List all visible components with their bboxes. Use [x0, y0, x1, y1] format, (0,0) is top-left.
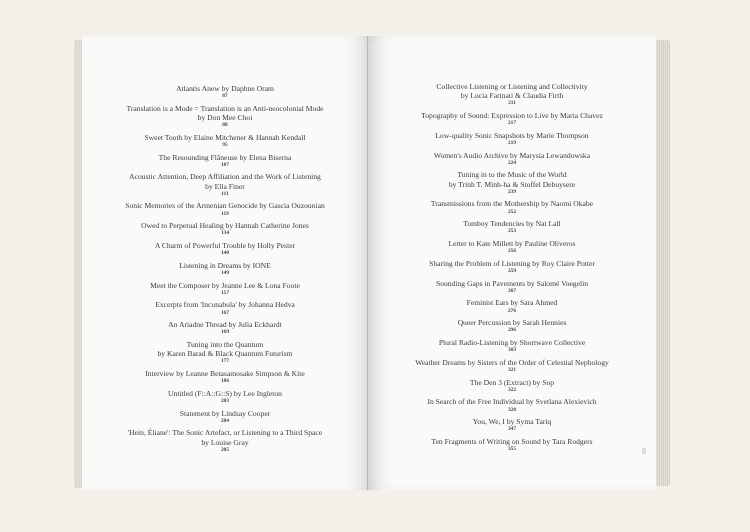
- book-gutter: [367, 36, 368, 490]
- entry-page-number: 119: [221, 210, 229, 217]
- entry-page-number: 140: [220, 250, 230, 257]
- entry-title: Low-quality Sonic Snapshots by Marie Thompson: [435, 130, 589, 140]
- contents-entry: [92, 241, 358, 257]
- entry-title: Collective Listening or Listening and Collectivity: [436, 82, 588, 91]
- contents-entry: [92, 369, 358, 385]
- entry-title: by Lucia Farinati & Claudia Firth: [460, 91, 564, 101]
- entry-title: Transmissions from the Mothership by Naomi Okabe: [430, 199, 594, 209]
- entry-page-number: 267: [507, 287, 517, 294]
- entry-page-number: 205: [220, 446, 230, 453]
- entry-title: Meet the Composer by Jeanne Lee & Lona Foote: [150, 280, 300, 290]
- entry-title: Feminist Ears by Sara Ahmed: [466, 298, 558, 308]
- entry-page-number: 322: [507, 386, 517, 393]
- entry-page-number: 169: [220, 329, 230, 336]
- entry-title: Statement by Lindsay Cooper: [179, 408, 271, 418]
- contents-entry: [378, 82, 646, 107]
- entry-title: by Ella Finer: [205, 181, 245, 191]
- entry-page-number: 167: [220, 309, 230, 316]
- entry-page-number: 296: [507, 327, 517, 334]
- contents-entry: [92, 153, 358, 169]
- entry-title: by Louise Gray: [201, 437, 249, 447]
- contents-entry: [92, 261, 358, 277]
- entry-page-number: 303: [507, 347, 517, 354]
- contents-list-right: [378, 82, 646, 457]
- entry-page-number: 107: [220, 161, 230, 168]
- entry-title: Topography of Sound: Expression to Live by Maria Chavez: [421, 111, 603, 120]
- entry-page-number: 347: [507, 426, 517, 433]
- entry-title: Letter to Kate Millett by Pauline Oliveros: [448, 238, 576, 248]
- entry-title: Untitled (F::A::G::S) by Lee Ingleton: [168, 388, 282, 398]
- contents-entry: [92, 172, 358, 197]
- contents-entry: [92, 320, 358, 336]
- entry-title: An Ariadne Thread by Julia Eckhardt: [168, 320, 282, 330]
- entry-page-number: 219: [507, 140, 517, 146]
- contents-entry: [378, 259, 646, 275]
- contents-entry: [92, 201, 358, 217]
- entry-title: by Trinh T. Minh-ha & Stoffel Debuysere: [448, 179, 576, 189]
- entry-page-number: 177: [220, 358, 230, 365]
- contents-entry: [378, 397, 646, 413]
- entry-title: Acoustic Attention, Deep Affiliation and the Work of Listening: [129, 172, 321, 182]
- entry-title: Weather Dreams by Sisters of the Order of Celestial Nephology: [415, 357, 609, 367]
- entry-page-number: 328: [507, 406, 517, 413]
- entry-page-number: 149: [220, 269, 230, 276]
- contents-entry: [92, 409, 358, 425]
- contents-list-left: [92, 84, 358, 457]
- entry-page-number: 211: [508, 100, 516, 107]
- entry-page-number: 87: [222, 93, 228, 100]
- entry-title: Plural Radio-Listening by Shortwave Collective: [438, 337, 586, 347]
- contents-entry: [378, 279, 646, 295]
- contents-entry: [378, 199, 646, 215]
- entry-title: Sonic Memories of the Armenian Genocide by Gascia Ouzounian: [125, 201, 325, 211]
- entry-title: Sounding Gaps in Pavements by Salomé Voegelin: [435, 278, 588, 288]
- contents-entry: [378, 298, 646, 314]
- entry-title: Excerpts from 'Incunabula' by Johanna Hedva: [155, 300, 295, 310]
- entry-page-number: 111: [221, 190, 229, 197]
- entry-title: Queer Percussion by Sarah Hennies: [457, 318, 567, 328]
- entry-title: Women's Audio Archive by Marysia Lewandowska: [433, 150, 591, 160]
- entry-title: Sharing the Problem of Listening by Roy Claire Potter: [429, 258, 595, 268]
- entry-page-number: 134: [220, 230, 230, 237]
- contents-entry: [378, 378, 646, 394]
- entry-title: 'Hein, Éliane': The Sonic Artefact, or Listening to a Third Space: [127, 428, 323, 438]
- entry-page-number: 204: [220, 417, 230, 424]
- contents-entry: [92, 389, 358, 405]
- contents-entry: [378, 151, 646, 167]
- entry-title: Tomboy Tendencies by Nat Lall: [463, 219, 561, 229]
- entry-title: Listening in Dreams by IONE: [179, 260, 271, 270]
- open-book: [74, 36, 670, 490]
- entry-title: Sweet Tooth by Elaine Mitchener & Hannah Kendall: [144, 132, 306, 142]
- entry-page-number: 95: [222, 142, 228, 148]
- contents-entry: [92, 300, 358, 316]
- contents-entry: [378, 338, 646, 354]
- contents-entry: [378, 437, 646, 453]
- entry-title: Translation is a Mode = Translation is an Anti-neocolonial Mode: [126, 103, 324, 113]
- entry-page-number: 157: [220, 289, 230, 296]
- entry-title: You, We, I by Syma Tariq: [472, 417, 552, 427]
- entry-title: by Karen Barad & Black Quantum Futurism: [157, 349, 293, 359]
- contents-entry: [378, 417, 646, 433]
- entry-page-number: 252: [507, 208, 517, 215]
- entry-page-number: 239: [507, 188, 517, 195]
- entry-page-number: 276: [507, 307, 517, 314]
- entry-page-number: 217: [507, 120, 517, 127]
- entry-title: Tuning in to the Music of the World: [457, 170, 567, 180]
- contents-entry: [378, 239, 646, 255]
- contents-entry: [378, 170, 646, 195]
- entry-title: The Den 3 (Extract) by Sop: [469, 377, 555, 387]
- entry-title: A Charm of Powerful Trouble by Holly Pester: [154, 240, 296, 250]
- entry-page-number: 355: [507, 446, 517, 453]
- entry-page-number: 186: [220, 378, 230, 385]
- entry-title: Ten Fragments of Writing on Sound by Tara Rodgers: [431, 436, 593, 446]
- contents-entry: [92, 281, 358, 297]
- contents-entry: [92, 221, 358, 237]
- contents-entry: [92, 104, 358, 129]
- entry-page-number: 259: [507, 267, 517, 274]
- entry-title: Interview by Leanne Betasamosake Simpson & Kite: [145, 368, 305, 378]
- contents-entry: [378, 358, 646, 374]
- entry-title: Tuning into the Quantum: [186, 339, 264, 349]
- page-stack-right-edge: [656, 40, 670, 486]
- folio-mark: [642, 448, 646, 454]
- entry-page-number: 224: [507, 159, 517, 166]
- contents-entry: [92, 84, 358, 100]
- entry-title: In Search of the Free Individual by Svetlana Alexievich: [427, 397, 597, 407]
- left-page: [82, 36, 368, 490]
- contents-entry: [378, 111, 646, 127]
- entry-title: Atlantis Anew by Daphne Oram: [176, 84, 274, 93]
- entry-page-number: 256: [507, 248, 517, 255]
- entry-title: The Resounding Flâneuse by Elena Biserna: [158, 152, 292, 162]
- right-page: [368, 36, 656, 490]
- contents-entry: [92, 133, 358, 149]
- contents-entry: [378, 219, 646, 235]
- contents-entry: [378, 318, 646, 334]
- entry-title: Owed to Perpetual Healing by Hannah Catherine Jones: [141, 221, 309, 231]
- entry-page-number: 203: [220, 397, 230, 404]
- entry-page-number: 321: [507, 366, 517, 373]
- entry-title: by Don Mee Choi: [197, 113, 253, 122]
- contents-entry: [378, 131, 646, 147]
- contents-entry: [92, 340, 358, 365]
- entry-page-number: 253: [507, 228, 517, 235]
- entry-page-number: 88: [222, 122, 228, 129]
- contents-entry: [92, 428, 358, 453]
